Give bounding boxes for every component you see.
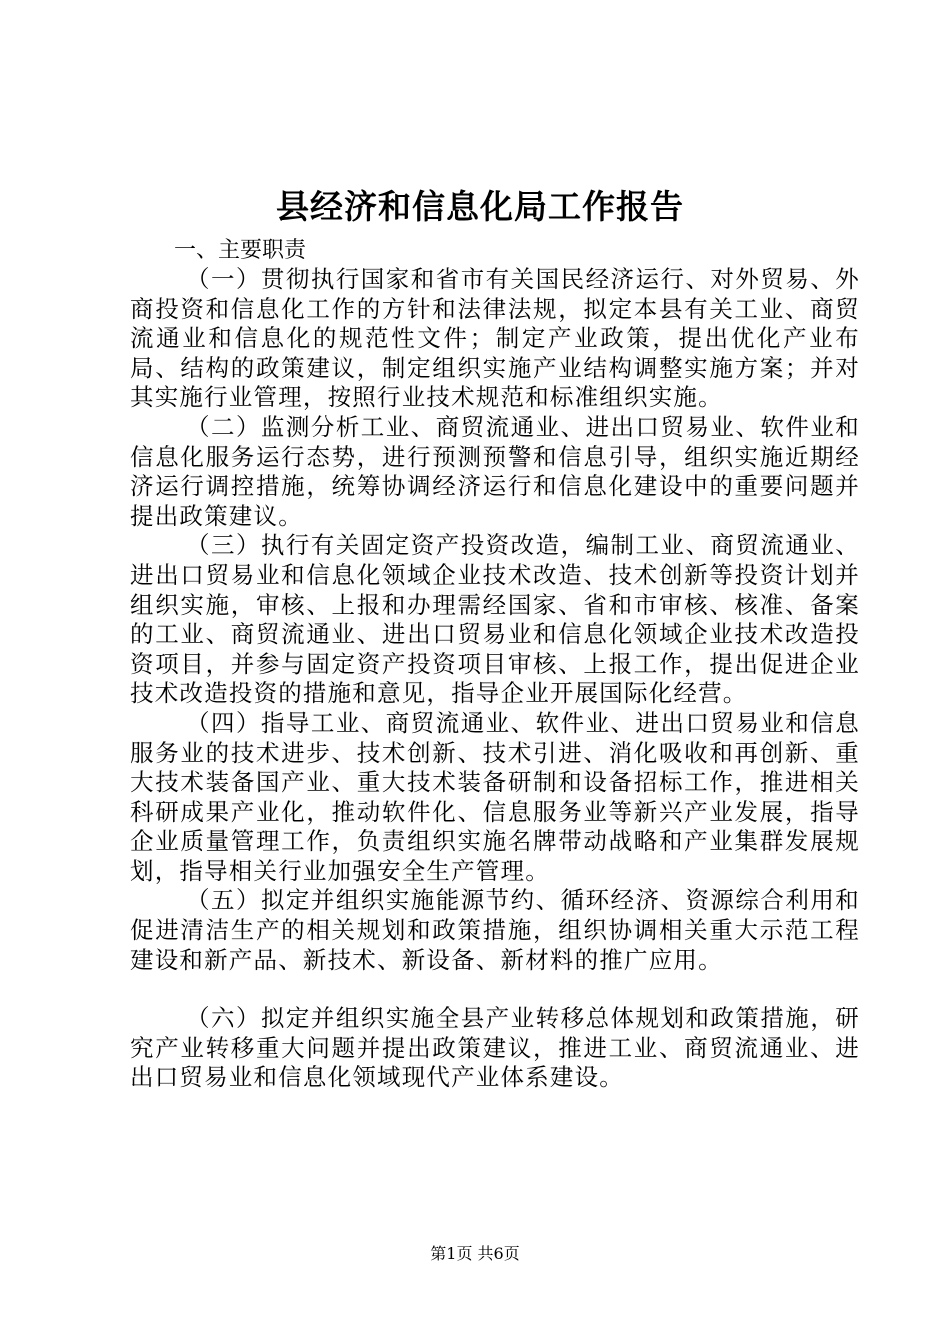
paragraph-2: （二）监测分析工业、商贸流通业、进出口贸易业、软件业和信息化服务运行态势，进行预测预警和信息引导，组织实施近期经济运行调控措施，统筹协调经济运行和信息化建设中的重要问题并提出政策建议。 bbox=[130, 412, 860, 530]
paragraph-3: （三）执行有关固定资产投资改造，编制工业、商贸流通业、进出口贸易业和信息化领域企业技术改造、技术创新等投资计划并组织实施，审核、上报和办理需经国家、省和市审核、核准、备案的工业、商贸流通业、进出口贸易业和信息化领域企业技术改造投资项目，并参与固定资产投资项目审核、上报工作，提出促进企业技术改造投资的措施和意见，指导企业开展国际化经营。 bbox=[130, 531, 860, 708]
page-number-footer: 第1页 共6页 bbox=[430, 1244, 520, 1263]
paragraph-1: （一）贯彻执行国家和省市有关国民经济运行、对外贸易、外商投资和信息化工作的方针和法律法规，拟定本县有关工业、商贸流通业和信息化的规范性文件；制定产业政策，提出优化产业布局、结构的政策建议，制定组织实施产业结构调整实施方案；并对其实施行业管理，按照行业技术规范和标准组织实施。 bbox=[130, 265, 860, 412]
paragraph-4: （四）指导工业、商贸流通业、软件业、进出口贸易业和信息服务业的技术进步、技术创新、技术引进、消化吸收和再创新、重大技术装备国产业、重大技术装备研制和设备招标工作，推进相关科研成果产业化，推动软件化、信息服务业等新兴产业发展，指导企业质量管理工作，负责组织实施名牌带动战略和产业集群发展规划，指导相关行业加强安全生产管理。 bbox=[130, 708, 860, 885]
paragraph-5: （五）拟定并组织实施能源节约、循环经济、资源综合利用和促进清洁生产的相关规划和政策措施，组织协调相关重大示范工程建设和新产品、新技术、新设备、新材料的推广应用。 bbox=[130, 886, 860, 974]
paragraph-6: （六）拟定并组织实施全县产业转移总体规划和政策措施，研究产业转移重大问题并提出政策建议，推进工业、商贸流通业、进出口贸易业和信息化领域现代产业体系建设。 bbox=[130, 1004, 860, 1092]
document-title: 县经济和信息化局工作报告 bbox=[276, 187, 684, 226]
section-heading: 一、主要职责 bbox=[174, 238, 307, 263]
document-body bbox=[130, 236, 860, 1093]
